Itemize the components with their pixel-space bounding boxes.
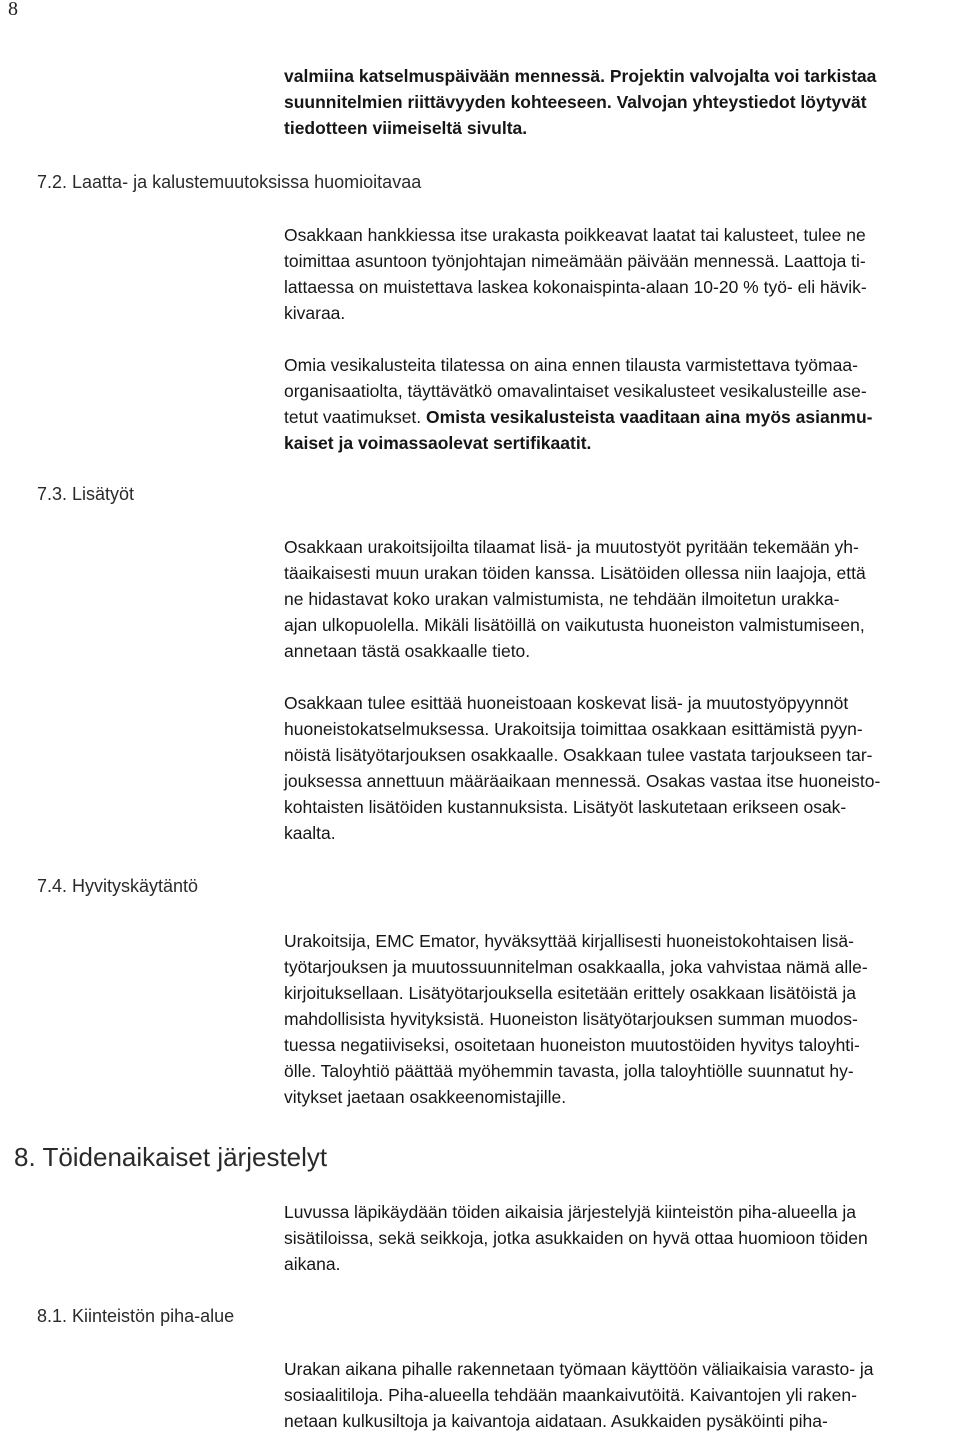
paragraph-tile-fixtures: Osakkaan hankkiessa itse urakasta poikkeavat laatat tai kalusteet, tulee ne toimittaa asuntoon työnjohtajan nimeämään päivään mennessä. Laattoja ti- lattaessa on muistettava laskea kokonaispinta-alaan 10-20 % työ- eli hävik- kivaraa. — [284, 225, 867, 323]
paragraph-compensation: Urakoitsija, EMC Emator, hyväksyttää kirjallisesti huoneistokohtaisen lisä- työtarjouksen ja muutossuunnitelman osakkaalla, joka vahvistaa nämä alle- kirjoituksellaan. Lisätyötarjouksella esitetään erittely osakkaan lisätöistä ja mahdollisista hyvityksistä. Huoneiston lisätyötarjouksen summan muodos- tuessa negatiiviseksi, osoitetaan huoneiston muutostöiden hyvitys taloyhti- ölle. Taloyhtiö päättää myöhemmin tavasta, jolla taloyhtiölle suunnatut hy- vitykset jaetaan osakkeenomistajille. — [284, 931, 868, 1107]
section-heading-7-2: 7.2. Laatta- ja kalustemuutoksissa huomioitavaa — [37, 172, 422, 192]
paragraph-arrangements: Luvussa läpikäydään töiden aikaisia järjestelyjä kiinteistön piha-alueella ja sisätiloissa, sekä seikkoja, jotka asukkaiden on hyvä ottaa huomioon töiden aikana. — [284, 1202, 868, 1274]
page-number: 8 — [8, 0, 18, 20]
paragraph-additional-work-1: Osakkaan urakoitsijoilta tilaamat lisä- ja muutostyöt pyritään tekemään yh- täaikaisesti muun urakan töiden kanssa. Lisätöiden ollessa niin laajoja, että ne hidastavat koko urakan valmistumista, ne tehdään ilmoitetun urakka- ajan ulkopuolella. Mikäli lisätöillä on vaikutusta huoneiston valmistumiseen, annetaan tästä osakkaalle tieto. — [284, 537, 866, 661]
paragraph-water-fixtures — [284, 352, 960, 456]
section-heading-8: 8. Töidenaikaiset järjestelyt — [14, 1142, 328, 1172]
section-heading-8-1: 8.1. Kiinteistön piha-alue — [37, 1306, 235, 1326]
intro-paragraph: valmiina katselmuspäivään mennessä. Projektin valvojalta voi tarkistaa suunnitelmien riittävyyden kohteeseen. Valvojan yhteystiedot löytyvät tiedotteen viimeiseltä sivulta. — [284, 66, 877, 138]
section-heading-7-4: 7.4. Hyvityskäytäntö — [37, 876, 199, 896]
paragraph-water-fixtures-bold: Omista vesikalusteista vaaditaan aina myös asianmu- kaiset ja voimassaolevat sertifikaatit. — [284, 407, 873, 453]
section-heading-7-3: 7.3. Lisätyöt — [37, 484, 135, 504]
paragraph-additional-work-2: Osakkaan tulee esittää huoneistoaan koskevat lisä- ja muutostyöpyynnöt huoneistokatselmuksessa. Urakoitsija toimittaa osakkaan esittämistä pyyn- nöistä lisätyötarjouksen osakkaalle. Osakkaan tulee vastata tarjoukseen tar- jouksessa annettuun määräaikaan mennessä. Osakas vastaa itse huoneisto- kohtaisten lisätöiden kustannuksista. Lisätyöt laskutetaan erikseen osak- kaalta. — [284, 693, 881, 843]
paragraph-water-fixtures-text: Omia vesikalusteita tilatessa on aina ennen tilausta varmistettava työmaa- organisaatiolta, täyttävätkö omavalintaiset vesikalusteet vesikalusteille ase- tetut vaatimukset. — [284, 355, 867, 427]
paragraph-yard-area: Urakan aikana pihalle rakennetaan työmaan käyttöön väliaikaisia varasto- ja sosiaalitiloja. Piha-alueella tehdään maankaivutöitä. Kaivantojen yli raken- netaan kulkusiltoja ja kaivantoja aidataan. Asukkaiden pysäköinti piha- — [284, 1359, 874, 1431]
